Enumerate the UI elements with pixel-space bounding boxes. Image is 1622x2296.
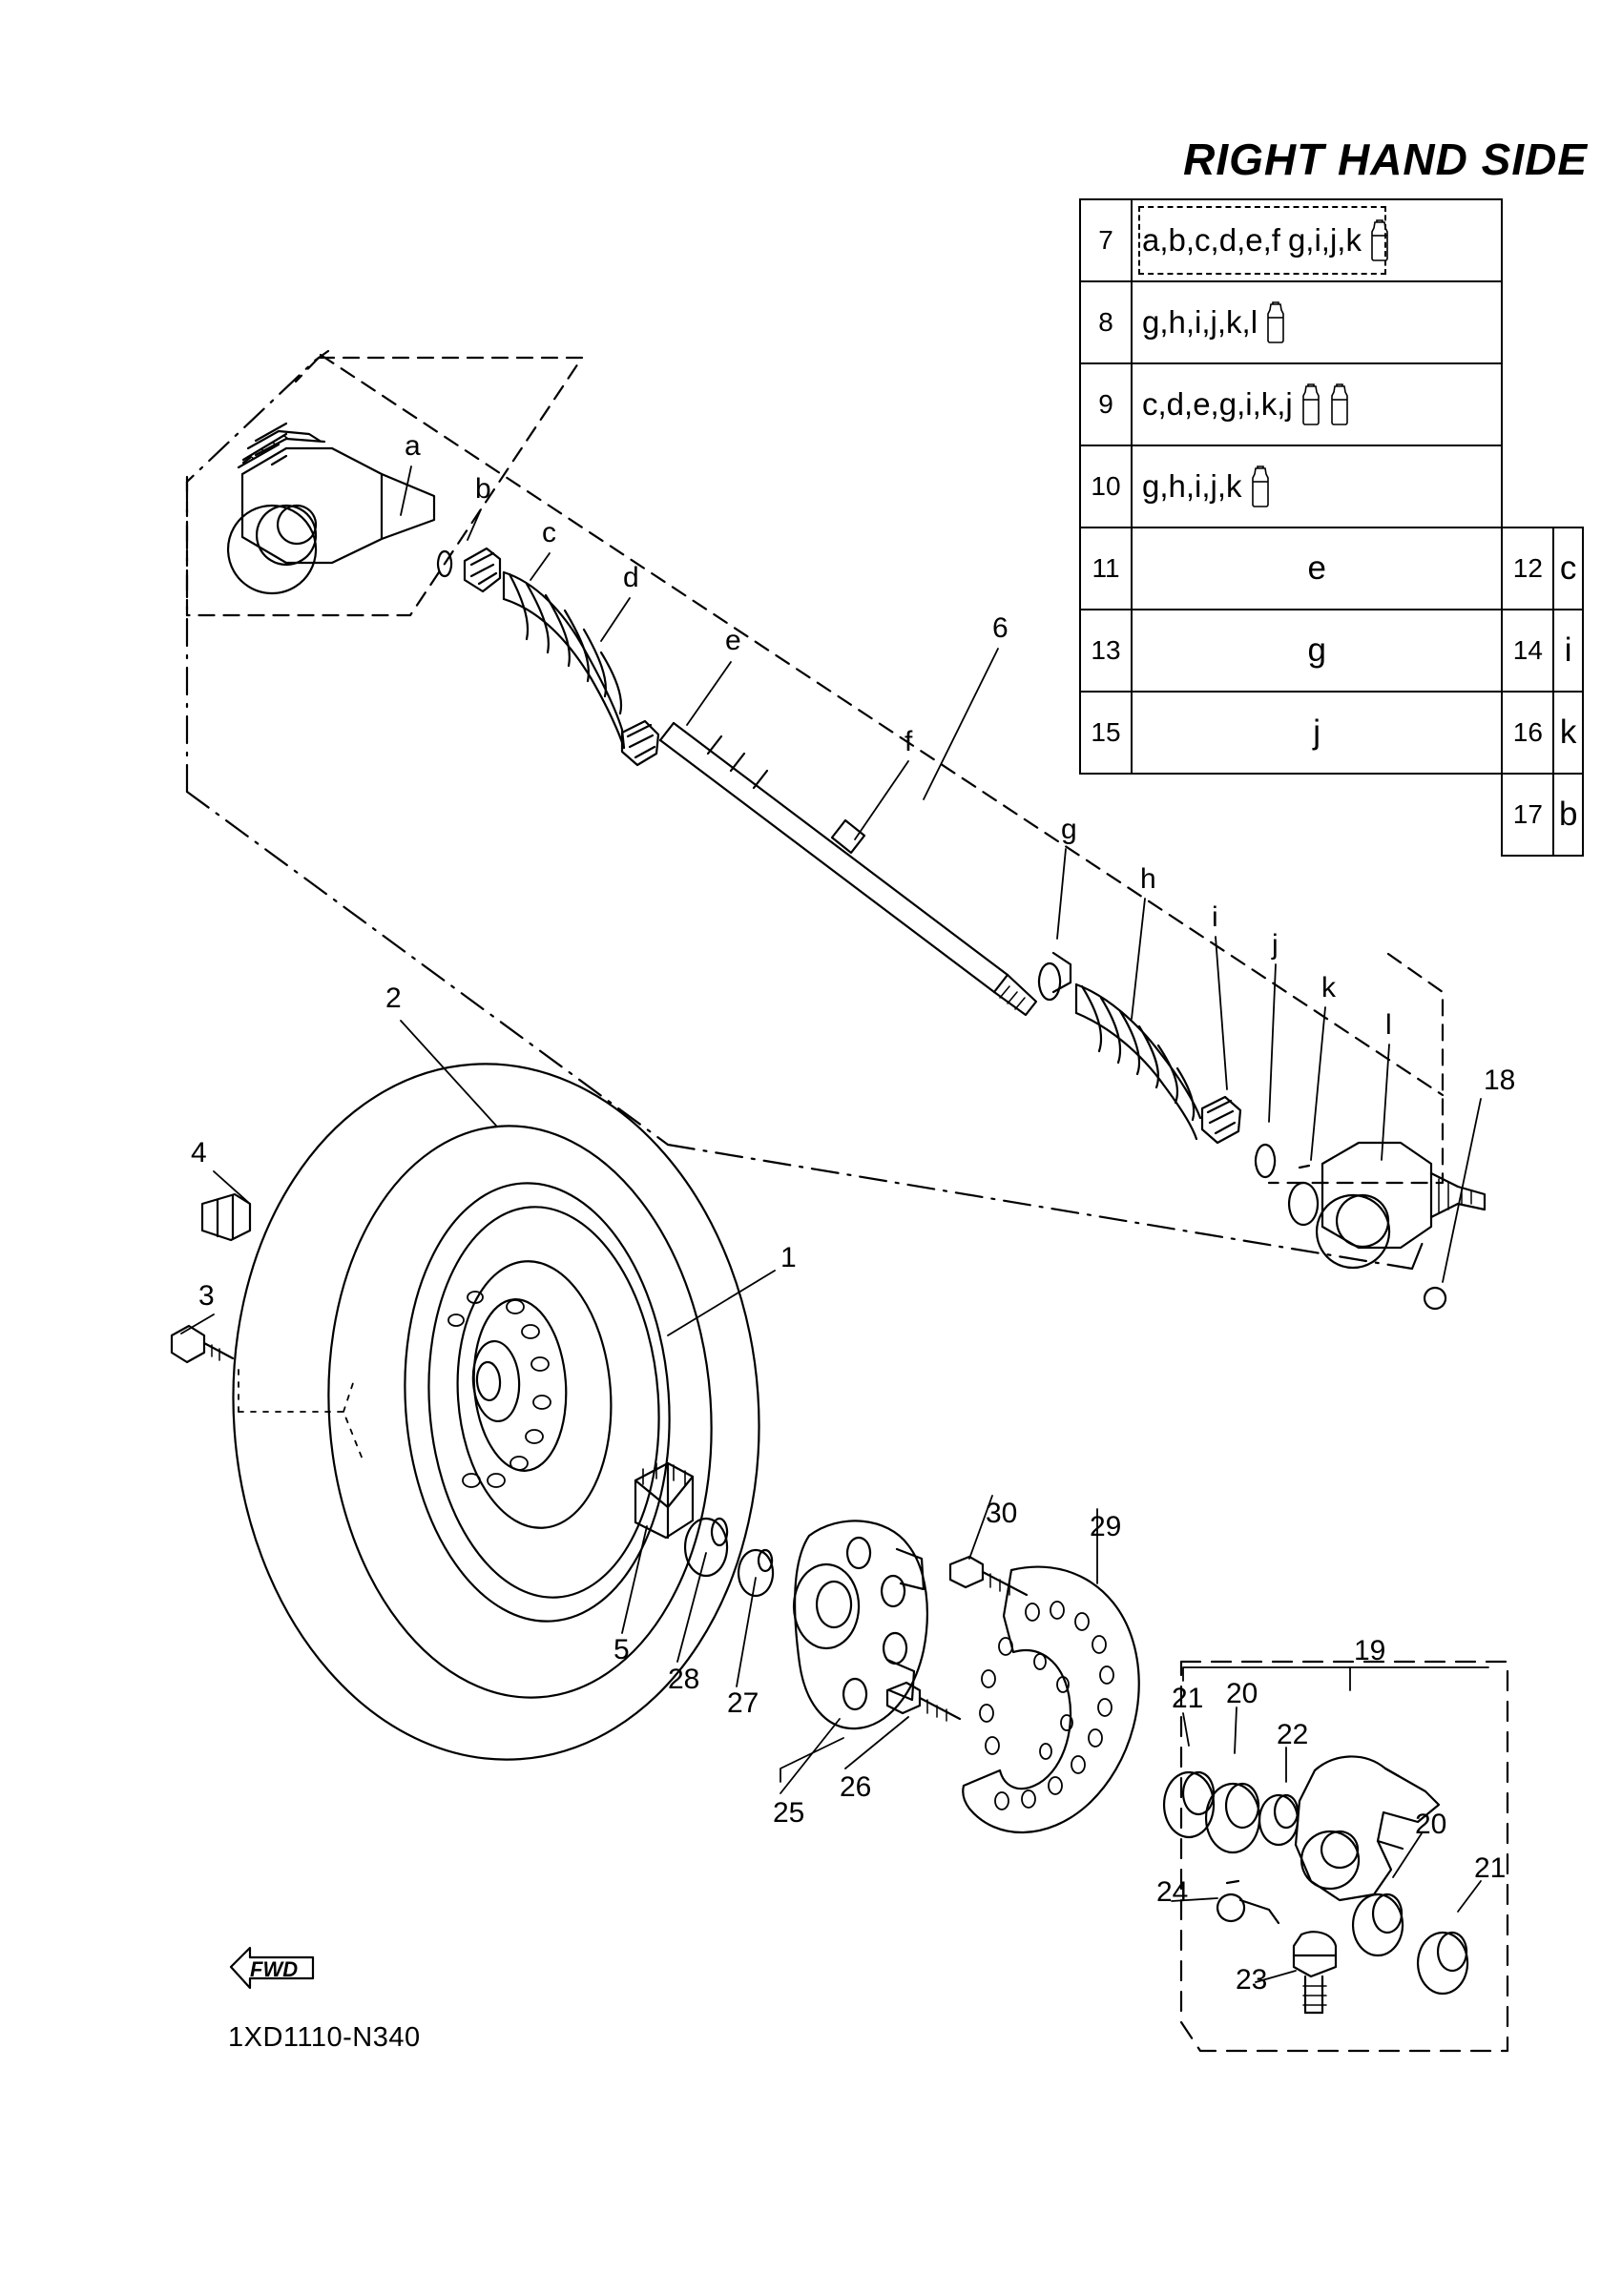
callout-28: 28 bbox=[668, 1664, 700, 1695]
legend-num-11: 11 bbox=[1080, 527, 1132, 610]
legend-row-7-number: 7 bbox=[1080, 199, 1132, 281]
callout-20-right: 20 bbox=[1415, 1809, 1447, 1840]
grease-tube-icon bbox=[1250, 465, 1271, 508]
legend-row-7-value bbox=[1132, 199, 1502, 281]
legend-table bbox=[1079, 198, 1584, 857]
legend-row-10-value bbox=[1132, 445, 1502, 527]
callout-l: l bbox=[1385, 1009, 1392, 1041]
callout-a: a bbox=[405, 430, 421, 462]
callout-27: 27 bbox=[727, 1687, 759, 1719]
callout-h: h bbox=[1140, 863, 1156, 895]
legend-num-blank bbox=[1080, 774, 1132, 856]
legend-row-17 bbox=[1080, 774, 1583, 856]
legend-val-16: k bbox=[1553, 692, 1583, 774]
callout-5: 5 bbox=[613, 1634, 630, 1665]
fwd-label: FWD bbox=[250, 1957, 299, 1981]
legend-row-13-14 bbox=[1080, 610, 1583, 692]
callout-25: 25 bbox=[773, 1797, 805, 1829]
legend-row-10 bbox=[1080, 445, 1583, 527]
callout-21: 21 bbox=[1172, 1683, 1204, 1714]
legend-row-8-value bbox=[1132, 281, 1502, 363]
legend-row-8-codes: g,h,i,j,k,l bbox=[1142, 304, 1258, 340]
legend-num-12: 12 bbox=[1502, 527, 1553, 610]
legend-row-10-codes: g,h,i,j,k bbox=[1142, 468, 1242, 504]
callout-c: c bbox=[542, 517, 556, 548]
grease-tube-icon bbox=[1300, 383, 1321, 426]
callout-23: 23 bbox=[1236, 1964, 1268, 1996]
legend-row-9-number: 9 bbox=[1080, 363, 1132, 445]
callout-19: 19 bbox=[1354, 1635, 1386, 1666]
legend-val-13: g bbox=[1132, 610, 1502, 692]
page-title: RIGHT HAND SIDE bbox=[1183, 134, 1588, 184]
callout-26: 26 bbox=[840, 1771, 872, 1803]
legend-row-9-value bbox=[1132, 363, 1502, 445]
legend-val-17: b bbox=[1553, 774, 1583, 856]
callout-20: 20 bbox=[1226, 1678, 1258, 1709]
callout-18: 18 bbox=[1484, 1065, 1516, 1096]
legend-row-9-codes: c,d,e,g,i,k,j bbox=[1142, 386, 1293, 422]
legend-num-13: 13 bbox=[1080, 610, 1132, 692]
legend-num-14: 14 bbox=[1502, 610, 1553, 692]
legend-row-11-12 bbox=[1080, 527, 1583, 610]
callout-k: k bbox=[1321, 972, 1336, 1003]
callout-j: j bbox=[1272, 929, 1279, 961]
callout-22: 22 bbox=[1277, 1719, 1309, 1750]
legend-val-11: e bbox=[1132, 527, 1502, 610]
callout-3: 3 bbox=[198, 1280, 215, 1312]
callout-30: 30 bbox=[986, 1498, 1018, 1529]
callout-g: g bbox=[1061, 814, 1077, 845]
legend-val-15: j bbox=[1132, 692, 1502, 774]
callout-4: 4 bbox=[191, 1137, 207, 1169]
callout-2: 2 bbox=[385, 983, 402, 1014]
legend-row-15-16 bbox=[1080, 692, 1583, 774]
callout-f: f bbox=[905, 726, 913, 757]
callout-21-right: 21 bbox=[1474, 1852, 1507, 1884]
legend-row-10-number: 10 bbox=[1080, 445, 1132, 527]
legend-num-17: 17 bbox=[1502, 774, 1553, 856]
drawing-number: 1XD1110-N340 bbox=[228, 2022, 421, 2053]
callout-i: i bbox=[1212, 901, 1218, 933]
callout-b: b bbox=[475, 473, 491, 505]
legend-row-7-codes: a,b,c,d,e,f bbox=[1142, 222, 1280, 258]
callout-6: 6 bbox=[992, 612, 1009, 644]
callout-e: e bbox=[725, 625, 741, 656]
grease-tube-icon bbox=[1369, 218, 1390, 262]
grease-tube-icon bbox=[1265, 300, 1286, 344]
legend-num-15: 15 bbox=[1080, 692, 1132, 774]
legend-row-8 bbox=[1080, 281, 1583, 363]
callout-29: 29 bbox=[1090, 1511, 1122, 1542]
legend-row-7-codes-2: g,i,j,k bbox=[1287, 222, 1362, 258]
legend-num-16: 16 bbox=[1502, 692, 1553, 774]
legend-val-14: i bbox=[1553, 610, 1583, 692]
callout-24: 24 bbox=[1156, 1876, 1189, 1908]
legend-val-blank bbox=[1132, 774, 1502, 856]
legend-row-9 bbox=[1080, 363, 1583, 445]
grease-tube-icon-2 bbox=[1329, 383, 1350, 426]
legend-val-12: c bbox=[1553, 527, 1583, 610]
legend-row-8-number: 8 bbox=[1080, 281, 1132, 363]
callout-1: 1 bbox=[780, 1242, 797, 1273]
callout-d: d bbox=[623, 562, 639, 593]
legend-row-7 bbox=[1080, 199, 1583, 281]
